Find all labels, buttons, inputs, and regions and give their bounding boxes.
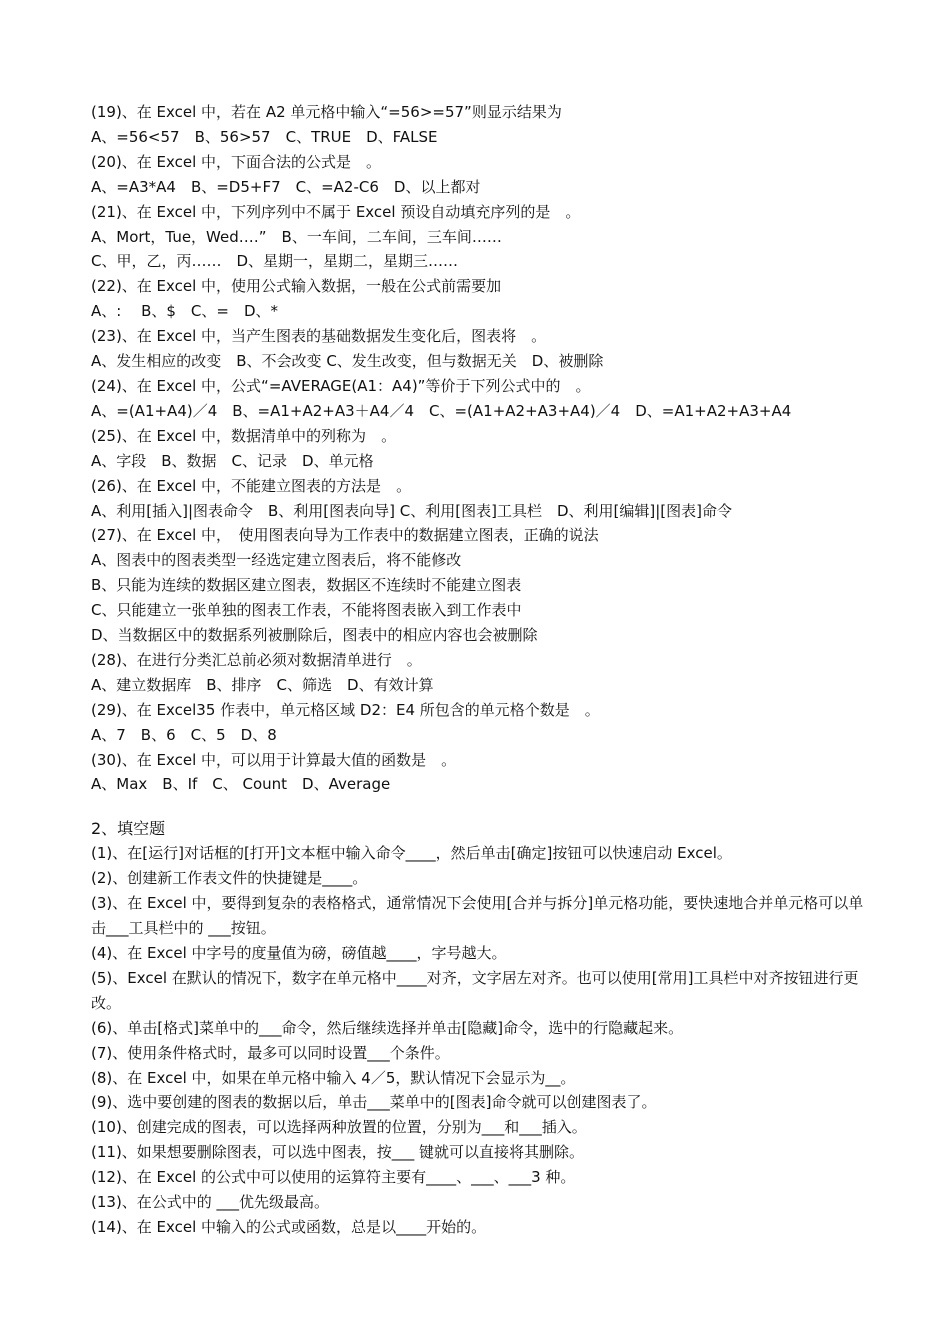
question-30: (30)、在 Excel 中，可以用于计算最大值的函数是 。 [91, 750, 457, 769]
question-21: (21)、在 Excel 中，下列序列中不属于 Excel 预设自动填充序列的是 。 [91, 202, 581, 221]
question-29: (29)、在 Excel35 作表中，单元格区域 D2：E4 所包含的单元格个数是 。 [91, 700, 600, 719]
fill-in-section [91, 841, 871, 1240]
fill-question-13: (13)、在公式中的 ___优先级最高。 [91, 1193, 330, 1212]
fill-question-5: (5)、Excel 在默认的情况下，数字在单元格中____对齐，文字居左对齐。也可以使用[常用]工具栏中对齐按钮进行更改。 [91, 968, 859, 1012]
options-23: A、发生相应的改变 B、不会改变 C、发生改变，但与数据无关 D、被删除 [91, 352, 604, 371]
options-21-cd: C、甲，乙，丙…… D、星期一，星期二，星期三…… [91, 252, 459, 271]
question-22: (22)、在 Excel 中，使用公式输入数据，一般在公式前需要加 [91, 277, 502, 296]
option-27-b: B、只能为连续的数据区建立图表，数据区不连续时不能建立图表 [91, 576, 522, 595]
options-22: A、: B、$ C、= D、* [91, 302, 279, 321]
options-29: A、7 B、6 C、5 D、8 [91, 725, 277, 744]
fill-question-7: (7)、使用条件格式时，最多可以同时设置___个条件。 [91, 1043, 450, 1062]
question-27: (27)、在 Excel 中， 使用图表向导为工作表中的数据建立图表，正确的说法 [91, 526, 599, 545]
question-24: (24)、在 Excel 中，公式“=AVERAGE(A1：A4)”等价于下列公式中的 。 [91, 376, 591, 395]
question-25: (25)、在 Excel 中，数据清单中的列称为 。 [91, 426, 397, 445]
question-26: (26)、在 Excel 中，不能建立图表的方法是 。 [91, 476, 412, 495]
question-28: (28)、在进行分类汇总前必须对数据清单进行 。 [91, 650, 422, 669]
fill-question-14: (14)、在 Excel 中输入的公式或函数，总是以____开始的。 [91, 1217, 487, 1236]
fill-question-9: (9)、选中要创建的图表的数据以后，单击___菜单中的[图表]命令就可以创建图表了。 [91, 1093, 657, 1112]
fill-question-2: (2)、创建新工作表文件的快捷键是____。 [91, 869, 368, 888]
section-title-fill-in: 2、填空题 [91, 819, 166, 839]
options-28: A、建立数据库 B、排序 C、筛选 D、有效计算 [91, 675, 434, 694]
question-19: (19)、在 Excel 中，若在 A2 单元格中输入“=56>=57”则显示结果为 [91, 103, 562, 121]
option-27-a: A、图表中的图表类型一经选定建立图表后，将不能修改 [91, 551, 462, 570]
options-24: A、=(A1+A4)／4 B、=A1+A2+A3＋A4／4 C、=(A1+A2+A3+A4)／4 D、=A1+A2+A3+A4 [91, 401, 792, 420]
fill-question-11: (11)、如果想要删除图表，可以选中图表，按___ 键就可以直接将其删除。 [91, 1143, 585, 1162]
option-27-d: D、当数据区中的数据系列被删除后，图表中的相应内容也会被删除 [91, 626, 538, 645]
question-20: (20)、在 Excel 中，下面合法的公式是 。 [91, 152, 382, 171]
options-19: A、=56<57 B、56>57 C、TRUE D、FALSE [91, 127, 438, 146]
multiple-choice-section [91, 100, 871, 797]
option-27-c: C、只能建立一张单独的图表工作表，不能将图表嵌入到工作表中 [91, 601, 522, 620]
fill-question-6: (6)、单击[格式]菜单中的___命令，然后继续选择并单击[隐藏]命令，选中的行隐藏起来。 [91, 1018, 684, 1037]
fill-question-10: (10)、创建完成的图表，可以选择两种放置的位置，分别为___和___插入。 [91, 1118, 587, 1137]
document-page [91, 100, 871, 1240]
options-21-ab: A、Mort，Tue，Wed‥‥” B、一车间，二车间，三车间…… [91, 227, 502, 246]
options-30: A、Max B、If C、 Count D、Average [91, 775, 391, 794]
fill-question-4: (4)、在 Excel 中字号的度量值为磅，磅值越____，字号越大。 [91, 944, 507, 962]
options-25: A、字段 B、数据 C、记录 D、单元格 [91, 451, 374, 470]
question-23: (23)、在 Excel 中，当产生图表的基础数据发生变化后，图表将 。 [91, 327, 547, 346]
options-20: A、=A3*A4 B、=D5+F7 C、=A2-C6 D、以上都对 [91, 177, 481, 196]
fill-question-8: (8)、在 Excel 中，如果在单元格中输入 4／5，默认情况下会显示为__。 [91, 1068, 576, 1087]
fill-question-12: (12)、在 Excel 的公式中可以使用的运算符主要有____、___、___3 种。 [91, 1168, 576, 1187]
options-26: A、利用[插入]|图表命令 B、利用[图表向导] C、利用[图表]工具栏 D、利用[编辑]|[图表]命令 [91, 501, 732, 520]
fill-question-3: (3)、在 Excel 中，要得到复杂的表格格式，通常情况下会使用[合并与拆分]单元格功能，要快速地合并单元格可以单击___工具栏中的 ___按钮。 [91, 894, 864, 938]
fill-question-1: (1)、在[运行]对话框的[打开]文本框中输入命令____，然后单击[确定]按钮可以快速启动 Excel。 [91, 844, 732, 863]
